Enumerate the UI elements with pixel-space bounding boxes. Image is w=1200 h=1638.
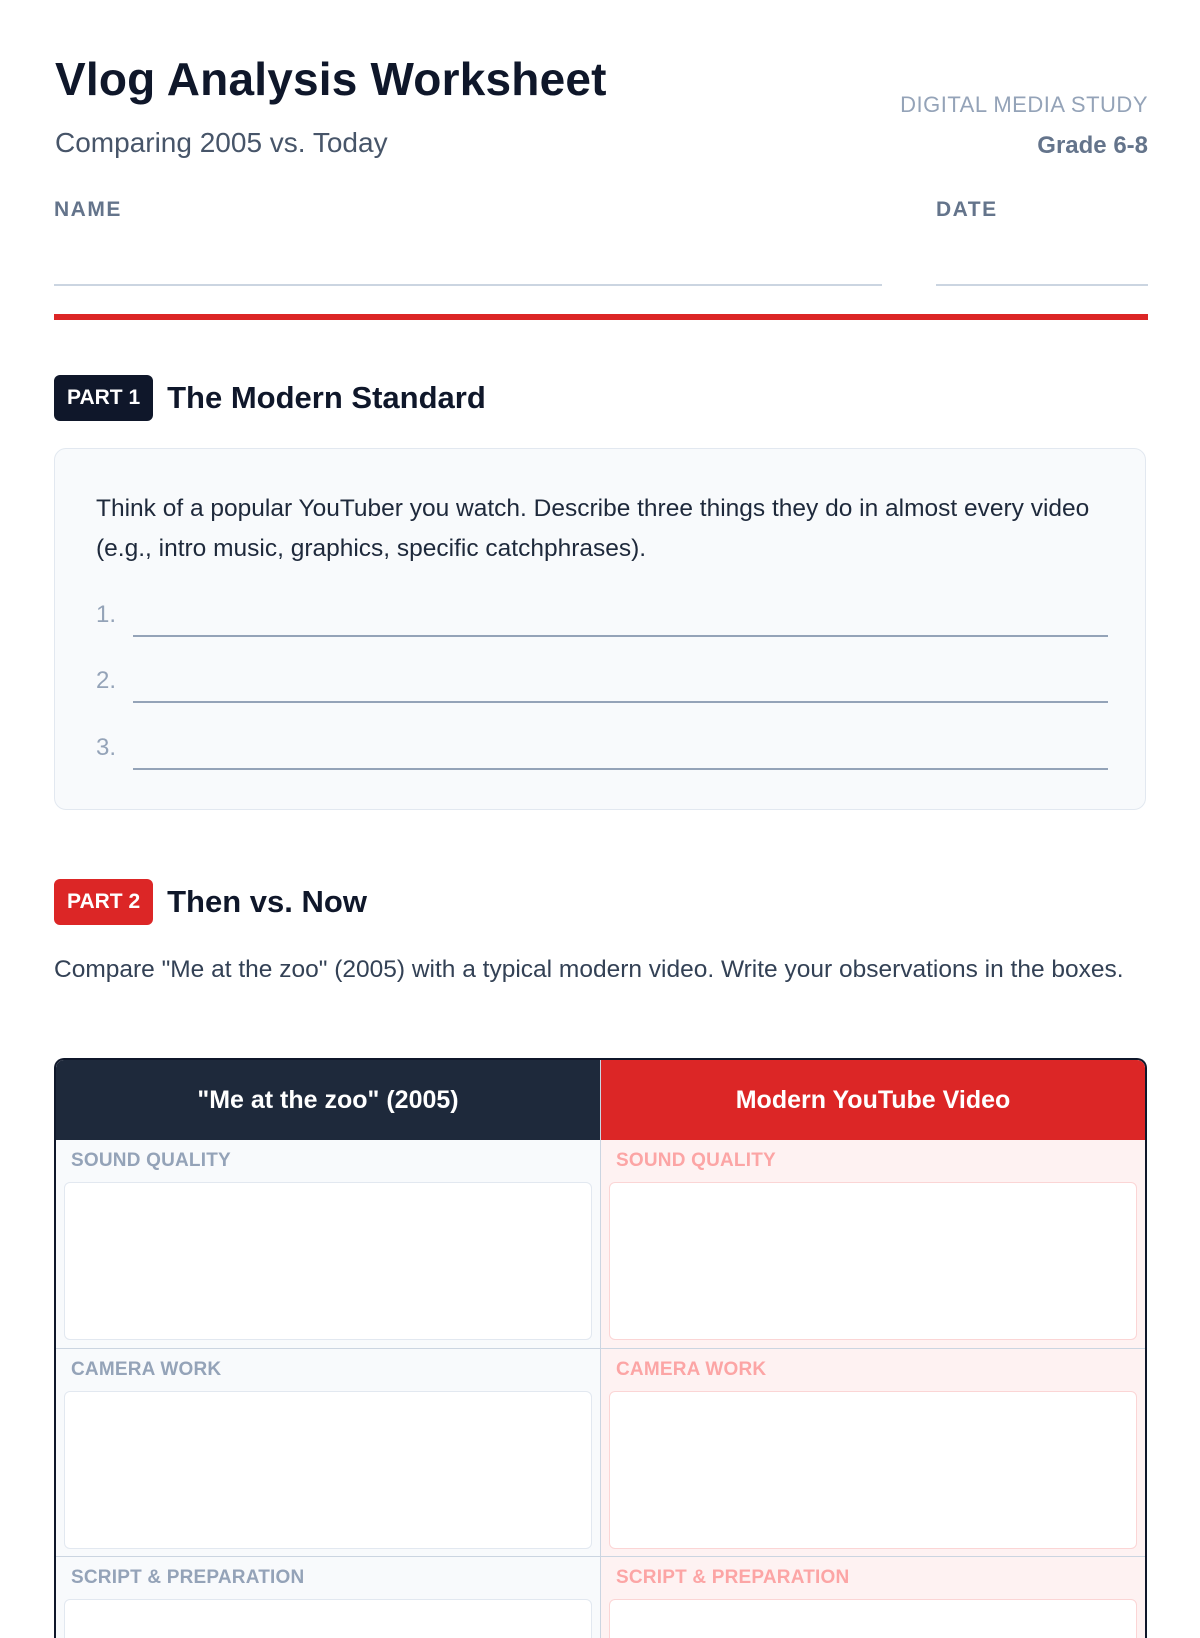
header-divider [54, 314, 1148, 320]
comparison-cell [56, 1348, 600, 1556]
part2-title: Then vs. Now [167, 884, 367, 919]
column-header-2005: "Me at the zoo" (2005) [56, 1060, 600, 1140]
comparison-cell [56, 1140, 600, 1348]
answer-line-2[interactable] [133, 701, 1108, 703]
name-label: NAME [54, 198, 122, 221]
answer-box-2005-sound[interactable] [64, 1182, 592, 1340]
answer-number: 2. [96, 667, 117, 694]
part1-title: The Modern Standard [167, 380, 486, 415]
date-field[interactable] [936, 284, 1148, 286]
answer-line-3[interactable] [133, 768, 1108, 770]
name-field[interactable] [54, 284, 882, 286]
answer-box-modern-sound[interactable] [609, 1182, 1137, 1340]
column-2005 [56, 1060, 600, 1638]
cell-label: SCRIPT & PREPARATION [616, 1567, 850, 1588]
grade-label: Grade 6-8 [1037, 132, 1148, 159]
comparison-table [54, 1058, 1147, 1638]
worksheet-header [55, 52, 1148, 159]
cell-label: SOUND QUALITY [616, 1150, 776, 1171]
worksheet-subtitle: Comparing 2005 vs. Today [55, 127, 388, 158]
answer-number: 1. [96, 601, 117, 628]
subject-label: DIGITAL MEDIA STUDY [900, 92, 1148, 117]
cell-label: CAMERA WORK [71, 1359, 222, 1380]
comparison-cell [601, 1556, 1145, 1638]
worksheet-title: Vlog Analysis Worksheet [55, 53, 607, 105]
part1-card [54, 448, 1146, 810]
cell-label: SCRIPT & PREPARATION [71, 1567, 305, 1588]
part1-prompt: Think of a popular YouTuber you watch. Describe three things they do in almost every video (e.g., intro music, graphics, specific catchphrases). [96, 495, 1090, 562]
answer-box-modern-script[interactable] [609, 1599, 1137, 1638]
answer-number: 3. [96, 734, 117, 761]
comparison-cell [601, 1140, 1145, 1348]
part1-badge: PART 1 [54, 375, 153, 421]
date-label: DATE [936, 198, 998, 221]
part2-heading [54, 879, 367, 925]
comparison-cell [56, 1556, 600, 1638]
column-header-modern: Modern YouTube Video [601, 1060, 1145, 1140]
column-modern [600, 1060, 1145, 1638]
answer-box-2005-script[interactable] [64, 1599, 592, 1638]
part1-heading [54, 375, 486, 421]
answer-line-1[interactable] [133, 635, 1108, 637]
answer-box-modern-camera[interactable] [609, 1391, 1137, 1549]
part2-badge: PART 2 [54, 879, 153, 925]
cell-label: CAMERA WORK [616, 1359, 767, 1380]
part2-instructions: Compare "Me at the zoo" (2005) with a typical modern video. Write your observations in the boxes. [54, 956, 1124, 983]
cell-label: SOUND QUALITY [71, 1150, 231, 1171]
answer-box-2005-camera[interactable] [64, 1391, 592, 1549]
comparison-cell [601, 1348, 1145, 1556]
